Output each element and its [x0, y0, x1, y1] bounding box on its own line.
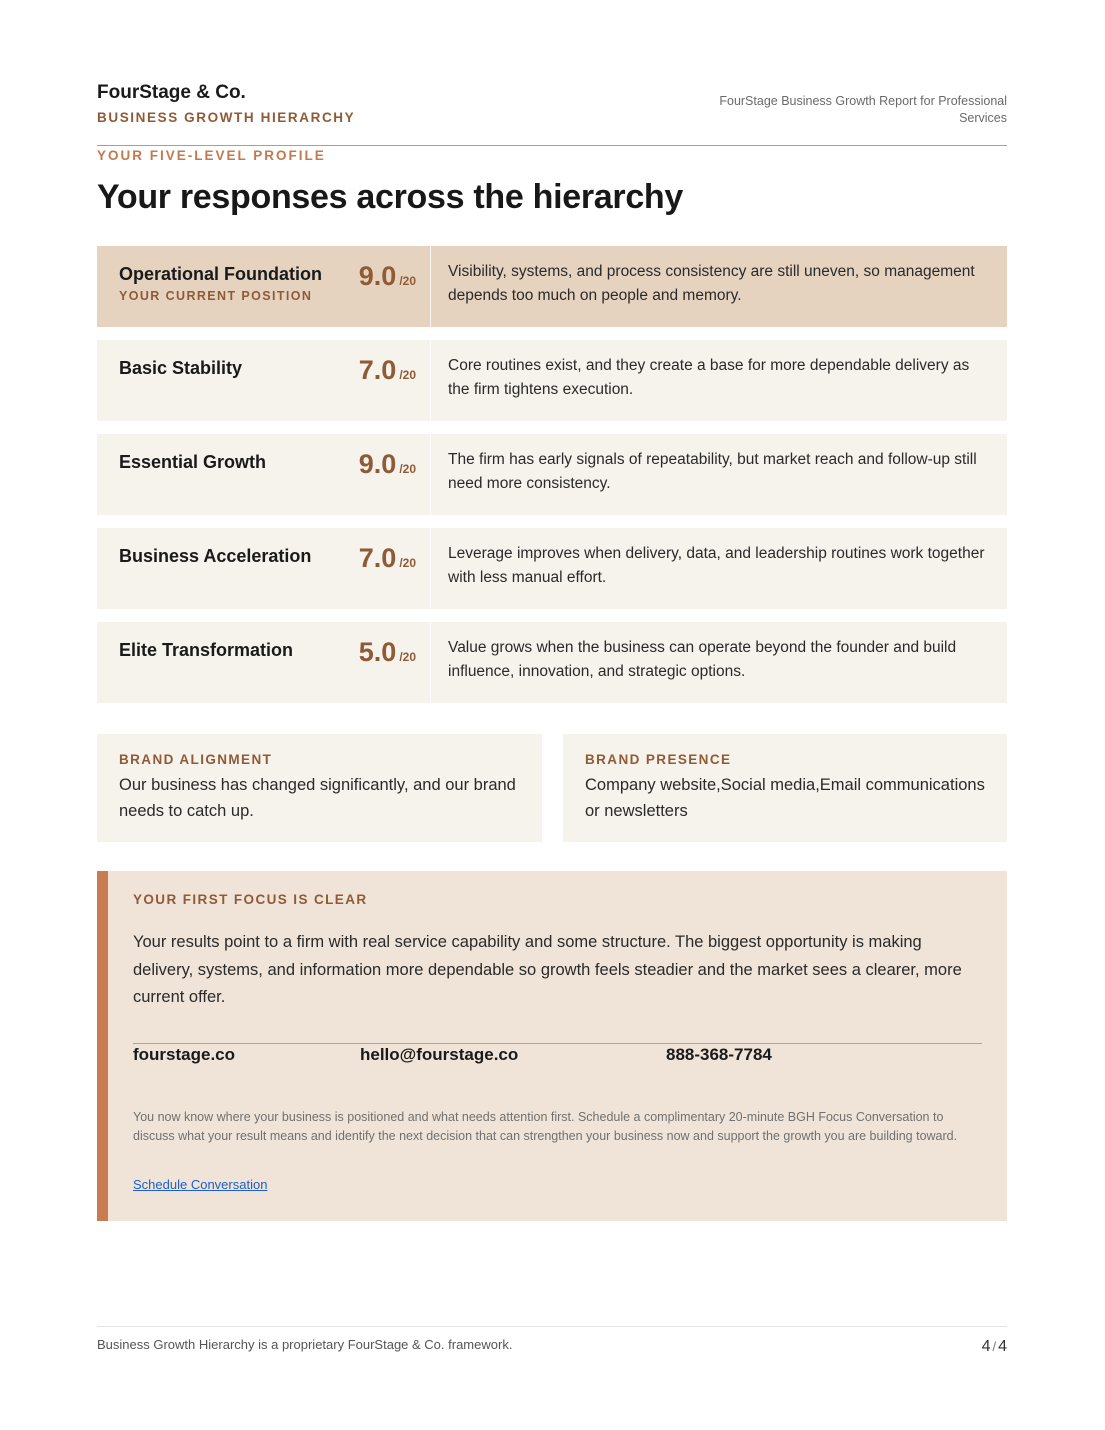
- brand-presence-text: Company website,Social media,Email communications or newsletters: [585, 776, 985, 820]
- brand-alignment-label: BRAND ALIGNMENT: [119, 752, 273, 767]
- focus-accent-bar: [97, 871, 108, 1221]
- level-description: Visibility, systems, and process consistency are still uneven, so management depends too much on people and memory.: [448, 263, 975, 304]
- level-row-business-acceleration: [97, 528, 1007, 609]
- level-description: Value grows when the business can operate beyond the founder and build influence, innovation, and strategic options.: [448, 639, 957, 680]
- row-divider: [430, 622, 431, 703]
- brand-name: FourStage & Co.: [97, 82, 246, 103]
- score-value: 9.0: [358, 261, 397, 291]
- page-total: 4: [998, 1338, 1007, 1355]
- page-separator: /: [992, 1339, 997, 1354]
- level-description: Leverage improves when delivery, data, and leadership routines work together with less manual effort.: [448, 545, 985, 586]
- level-name: Basic Stability: [119, 358, 243, 378]
- score-value: 9.0: [358, 449, 397, 479]
- contact-phone: 888-368-7784: [666, 1045, 772, 1064]
- brand-presence-label: BRAND PRESENCE: [585, 752, 732, 767]
- score-value: 7.0: [358, 355, 397, 385]
- focus-callout: [97, 871, 1007, 1221]
- score-max: /20: [399, 462, 416, 476]
- contact-email: hello@fourstage.co: [360, 1045, 519, 1064]
- level-description: The firm has early signals of repeatability, but market reach and follow-up still need more consistency.: [448, 451, 977, 492]
- report-title: FourStage Business Growth Report for Professional Services: [719, 94, 1007, 125]
- footer-text: Business Growth Hierarchy is a proprietary FourStage & Co. framework.: [97, 1337, 513, 1352]
- level-name: Elite Transformation: [119, 640, 294, 660]
- brand-alignment-card: [97, 734, 542, 842]
- level-name: Business Acceleration: [119, 546, 312, 566]
- level-description: Core routines exist, and they create a base for more dependable delivery as the firm tightens execution.: [448, 357, 970, 398]
- level-name: Operational Foundation: [119, 264, 322, 284]
- score-max: /20: [399, 368, 416, 382]
- level-row-essential-growth: [97, 434, 1007, 515]
- score-value: 5.0: [358, 637, 397, 667]
- level-list: [97, 246, 1007, 716]
- current-position-tag: YOUR CURRENT POSITION: [119, 289, 313, 303]
- page-header: [97, 82, 1007, 146]
- level-score: [359, 261, 416, 292]
- level-score: [359, 449, 416, 480]
- brand-presence-card: [563, 734, 1007, 842]
- score-value: 7.0: [358, 543, 397, 573]
- contact-website: fourstage.co: [133, 1045, 236, 1064]
- page-current: 4: [981, 1338, 991, 1355]
- brand-alignment-text: Our business has changed significantly, and our brand needs to catch up.: [119, 776, 516, 820]
- footer-divider: [97, 1326, 1007, 1327]
- row-divider: [430, 340, 431, 421]
- score-max: /20: [399, 650, 416, 664]
- row-divider: [430, 528, 431, 609]
- score-max: /20: [399, 274, 416, 288]
- focus-text: Your results point to a firm with real service capability and some structure. The biggest opportunity is making delivery, systems, and information more dependable so growth feels steadier and the market sees a clearer, more current offer.: [133, 933, 962, 1006]
- row-divider: [430, 246, 431, 327]
- level-score: [359, 543, 416, 574]
- section-eyebrow: YOUR FIVE-LEVEL PROFILE: [97, 148, 326, 163]
- level-row-operational-foundation: [97, 246, 1007, 327]
- level-name: Essential Growth: [119, 452, 267, 472]
- level-row-elite-transformation: [97, 622, 1007, 703]
- level-row-basic-stability: [97, 340, 1007, 421]
- level-score: [359, 637, 416, 668]
- level-score: [359, 355, 416, 386]
- report-page: [97, 0, 1007, 1430]
- contact-divider: [133, 1043, 982, 1044]
- page-number: [982, 1338, 1007, 1356]
- score-max: /20: [399, 556, 416, 570]
- focus-label: YOUR FIRST FOCUS IS CLEAR: [133, 892, 368, 907]
- row-divider: [430, 434, 431, 515]
- focus-note: You now know where your business is positioned and what needs attention first. Schedule a complimentary 20-minute BGH Focus Conversation to discuss what your result means and identify the next decision that can strengthen your business now and support the growth you are building toward.: [133, 1110, 958, 1144]
- schedule-conversation-link[interactable]: Schedule Conversation: [133, 1177, 268, 1192]
- brand-subtitle: BUSINESS GROWTH HIERARCHY: [97, 110, 356, 125]
- page-title: Your responses across the hierarchy: [97, 178, 684, 216]
